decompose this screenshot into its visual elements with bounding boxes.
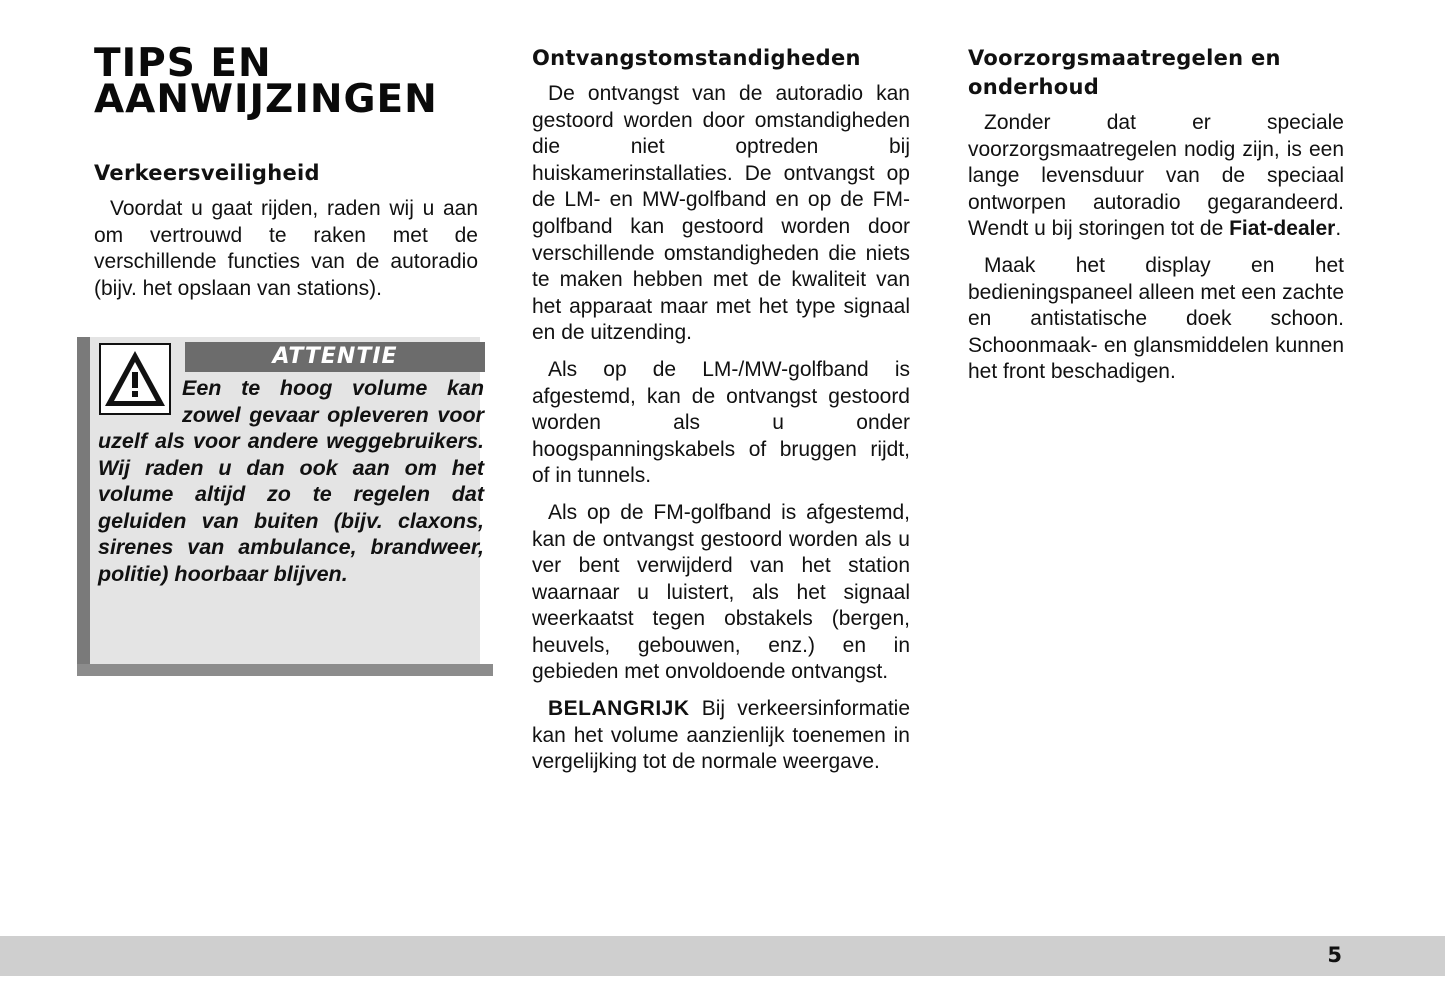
paragraph-maintenance-2: Maak het display en het bedieningspaneel alleen met een zachte en antistatische doek schoon. Schoonmaak- en glansmiddelen kunnen het front beschadigen. — [968, 253, 1344, 384]
warning-text: Een te hoog volume kan zowel gevaar opleveren voor uzelf als voor andere weggebruikers. Wij raden u dan ook aan om het volume altijd zo te regelen dat geluiden van buiten (bijv. claxons, sirenes van ambulance, brandweer, politie) hoorbaar blijven. — [98, 376, 484, 586]
section-title-onderhoud — [968, 44, 1344, 102]
column-3 — [968, 40, 1344, 396]
paragraph-reception-1: De ontvangst van de autoradio kan gestoord worden door omstandigheden die niet optreden bij huiskamerinstallaties. De ontvangst op de LM- en MW-golfband en op de FM-golfband kan gestoord worden door verschillende omstandigheden die niets te maken hebben met de kwaliteit van het apparaat maar met het type signaal en de uitzending. — [532, 82, 910, 345]
paragraph-important — [532, 696, 910, 776]
paragraph-reception-2: Als op de LM-/MW-golfband is afgestemd, kan de ontvangst gestoord worden als u onder hoogspanningskabels of bruggen rijdt, of in tunnels. — [532, 357, 910, 488]
warning-box — [77, 337, 484, 676]
column-2 — [532, 40, 910, 786]
section-title-verkeersveiligheid: Verkeersveiligheid — [94, 161, 320, 185]
section-title-ontvangst: Ontvangstomstandigheden — [532, 46, 861, 70]
maintenance-text: Zonder dat er speciale voorzorgsmaatregelen nodig zijn, is een lange levensduur van de speciaal ontworpen autoradio gegarandeerd. Wendt u bij storingen tot de — [968, 111, 1344, 241]
fiat-dealer-bold: Fiat-dealer — [1229, 217, 1336, 241]
section-title-onderhoud-line-1: Voorzorgsmaatregelen en — [968, 46, 1281, 70]
page-title-line-2: AANWIJZINGEN — [94, 77, 438, 122]
maintenance-text-end: . — [1335, 217, 1342, 241]
page-title — [94, 41, 478, 122]
important-text: Bij verkeersinformatie kan het volume aanzienlijk toenemen in vergelijking tot de normale weergave. — [532, 697, 910, 774]
warning-label: ATTENTIE — [185, 342, 485, 372]
page-number: 5 — [1327, 943, 1342, 967]
footer-bar — [0, 936, 1445, 976]
paragraph-traffic-safety: Voordat u gaat rijden, raden wij u aan om vertrouwd te raken met de verschillende functies van de autoradio (bijv. het opslaan van stations). — [94, 197, 478, 300]
column-1 — [94, 40, 478, 312]
paragraph-reception-3: Als op de FM-golfband is afgestemd, kan de ontvangst gestoord worden als u ver bent verwijderd van het station waarnaar u luistert, als het signaal weerkaatst tegen obstakels (bergen, heuvels, gebouwen, enz.) en in gebieden met onvoldoende ontvangst. — [532, 500, 910, 684]
section-title-onderhoud-line-2: onderhoud — [968, 75, 1100, 99]
paragraph-maintenance-1 — [968, 110, 1344, 243]
important-keyword: BELANGRIJK — [548, 697, 690, 721]
page-title-line-1: TIPS EN — [94, 41, 272, 86]
